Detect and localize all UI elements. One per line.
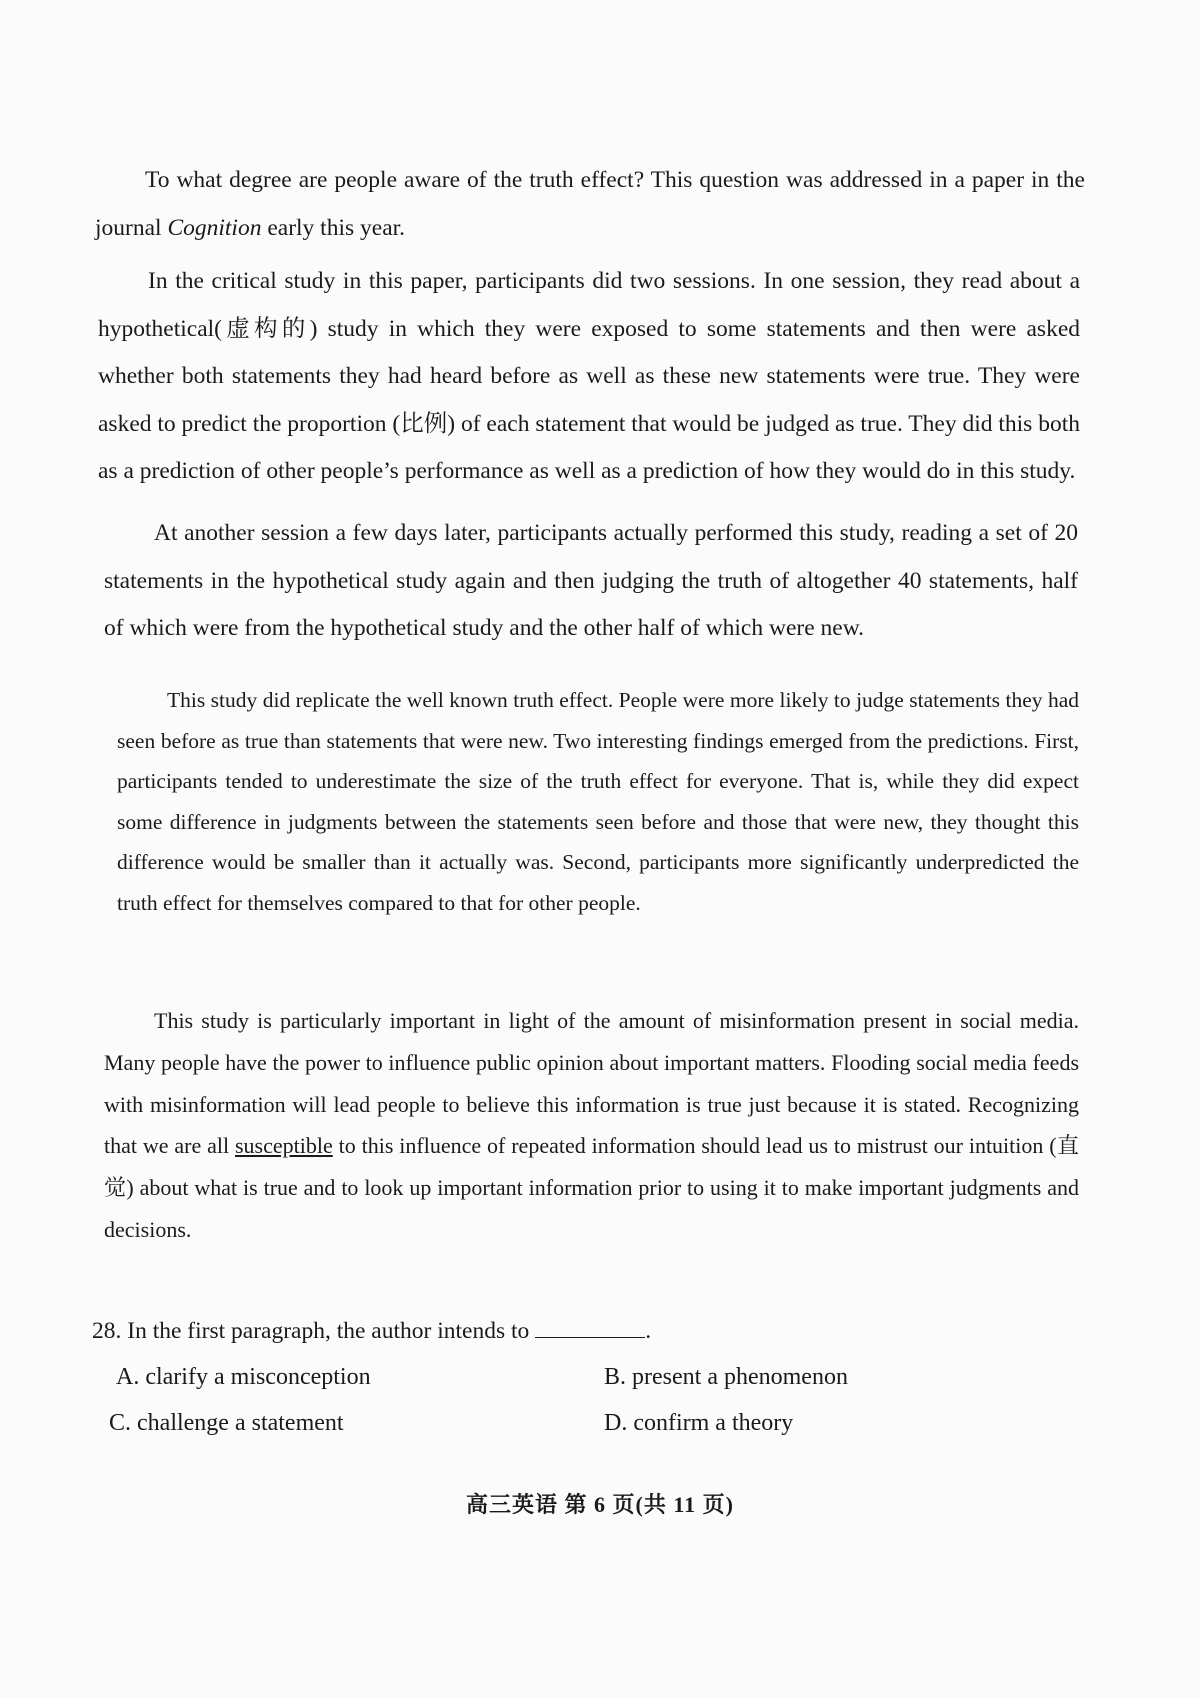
option-b[interactable]: B. present a phenomenon: [604, 1364, 848, 1390]
journal-name: Cognition: [167, 214, 262, 241]
underlined-word: susceptible: [235, 1133, 333, 1159]
page-footer: 高三英语 第 6 页(共 11 页): [466, 1492, 734, 1517]
passage-paragraph-2: In the critical study in this paper, participants did two sessions. In one session, they read about a hypothetical(虚构的) study in which they were exposed to some statements and then were asked whether both statements they had heard before as well as these new statements were true. They were asked to predict the proportion (比例) of each statement that would be judged as true. They did this both as a prediction of other people’s performance as well as a prediction of how they would do in this study.: [98, 268, 1080, 484]
answer-blank[interactable]: [535, 1319, 645, 1338]
question-text: 28. In the first paragraph, the author intends to: [92, 1318, 530, 1344]
question-28: 28. In the first paragraph, the author intends to .: [92, 1318, 652, 1344]
option-c[interactable]: C. challenge a statement: [109, 1410, 344, 1436]
passage-paragraph-5: This study is particularly important in light of the amount of misinformation present in social media. Many people have the power to influence public opinion about important matters. Flooding social media feeds with misinformation will lead people to believe this information is true just because it is stated. Recognizing that we are all susceptible to this influence of repeated information should lead us to mistrust our intuition (直觉) about what is true and to look up important information prior to using it to make important judgments and decisions.: [104, 1008, 1079, 1242]
option-a[interactable]: A. clarify a misconception: [116, 1364, 371, 1390]
passage-paragraph-4: This study did replicate the well known truth effect. People were more likely to judge statements they had seen before as true than statements that were new. Two interesting findings emerged from the predictions. First, participants tended to underestimate the size of the truth effect for everyone. That is, while they did expect some difference in judgments between the statements seen before and those that were new, they thought this difference would be smaller than it actually was. Second, participants more significantly underpredicted the truth effect for themselves compared to that for other people.: [117, 688, 1079, 915]
passage-paragraph-1: To what degree are people aware of the truth effect? This question was addressed in a paper in the journal Cognition early this year.: [95, 167, 1085, 241]
option-d[interactable]: D. confirm a theory: [604, 1410, 794, 1436]
passage-paragraph-3: At another session a few days later, participants actually performed this study, reading a set of 20 statements in the hypothetical study again and then judging the truth of altogether 40 statements, half of which were from the hypothetical study and the other half of which were new.: [104, 520, 1078, 641]
